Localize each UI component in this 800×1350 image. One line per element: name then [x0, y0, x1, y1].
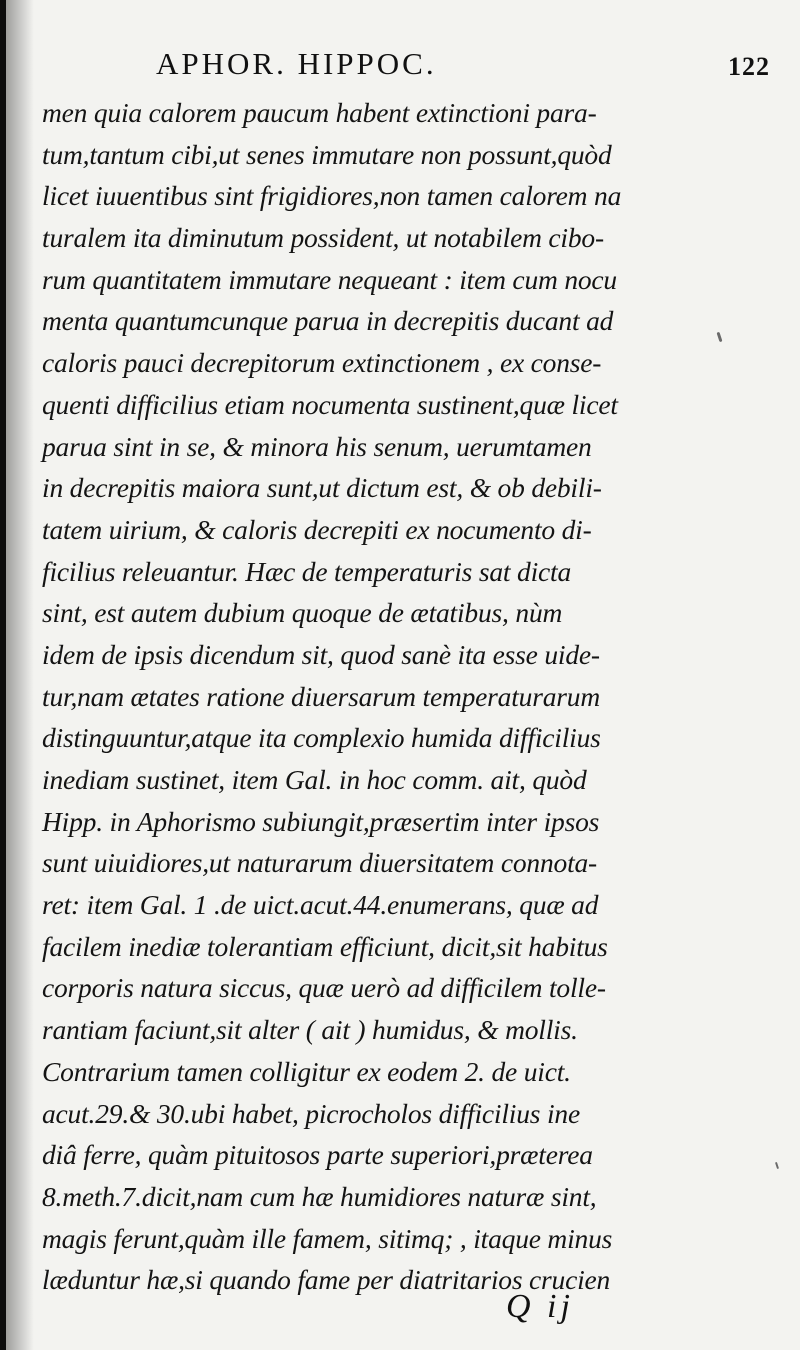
text-line: acut.29.& 30.ubi habet, picrocholos difficilius ine: [42, 1097, 580, 1129]
text-line: men quia calorem paucum habent extinctioni para-: [42, 97, 597, 128]
text-line: tatem uirium, & caloris decrepiti ex nocumento di-: [42, 513, 592, 545]
text-line: distinguuntur,atque ita complexio humida difficilius: [42, 722, 601, 754]
ink-speck: [717, 332, 723, 342]
text-line: sunt uiuidiores,ut naturarum diuersitatem connota-: [42, 847, 598, 879]
text-line: parua sint in se, & minora his senum, uerumtamen: [42, 430, 592, 462]
text-line: inediam sustinet, item Gal. in hoc comm. ait, quòd: [42, 764, 587, 795]
text-line: in decrepitis maiora sunt,ut dictum est, & ob debili-: [42, 472, 602, 504]
book-page: [6, 0, 800, 1350]
text-line: tum,tantum cibi,ut senes immutare non possunt,quòd: [42, 138, 612, 170]
text-line: ret: item Gal. 1 .de uict.acut.44.enumerans, quæ ad: [42, 889, 599, 921]
running-head: APHOR. HIPPOC.: [156, 46, 437, 81]
page-number: 122: [728, 52, 770, 81]
text-line: 8.meth.7.dicit,nam cum hæ humidiores naturæ sint,: [42, 1180, 597, 1212]
text-line: Contrarium tamen colligitur ex eodem 2. de uict.: [42, 1055, 571, 1087]
text-line: facilem inediæ tolerantiam efficiunt, dicit,sit habitus: [42, 930, 608, 962]
text-line: turalem ita diminutum possident, ut notabilem cibo-: [42, 222, 604, 254]
page-header: [6, 42, 800, 88]
ink-speck: [775, 1162, 779, 1169]
text-line: caloris pauci decrepitorum extinctionem , ex conse-: [42, 347, 602, 379]
text-line: magis ferunt,quàm ille famem, sitimq; , itaque minus: [42, 1222, 613, 1254]
text-line: læduntur hæ,si quando fame per diatritarios crucien: [42, 1264, 611, 1296]
text-line: rum quantitatem immutare nequeant : item cum nocu: [42, 263, 617, 295]
text-line: idem de ipsis dicendum sit, quod sanè ita esse uide-: [42, 638, 600, 670]
text-line: Hipp. in Aphorismo subiungit,præsertim inter ipsos: [42, 805, 600, 837]
text-line: quenti difficilius etiam nocumenta sustinent,quæ licet: [42, 388, 618, 420]
signature-mark: Q ij: [506, 1288, 574, 1325]
text-line: menta quantumcunque parua in decrepitis ducant ad: [42, 305, 614, 337]
body-text: [42, 92, 680, 1301]
text-line: tur,nam ætates ratione diuersarum temperaturarum: [42, 680, 600, 712]
text-line: licet iuuentibus sint frigidiores,non tamen calorem na: [42, 180, 622, 212]
text-line: ficilius releuantur. Hæc de temperaturis sat dicta: [42, 555, 572, 587]
text-line: sint, est autem dubium quoque de ætatibus, nùm: [42, 597, 563, 629]
text-line: corporis natura siccus, quæ uerò ad difficilem tolle-: [42, 972, 606, 1004]
text-line: diâ ferre, quàm pituitosos parte superiori,præterea: [42, 1139, 593, 1171]
text-line: rantiam faciunt,sit alter ( ait ) humidus, & mollis.: [42, 1014, 578, 1046]
